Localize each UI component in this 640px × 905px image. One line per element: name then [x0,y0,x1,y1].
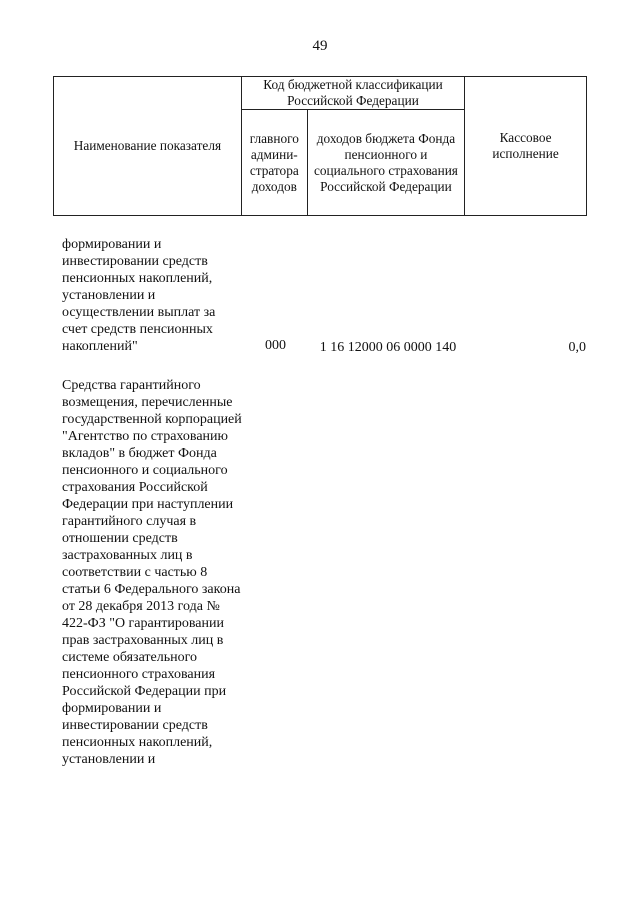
page-number: 49 [312,38,328,54]
row-1-name: формировании и инвестировании средств пенсионных накоплений, установлении и осуществлении выплат за счет средств пенсионных накоплений" [62,237,216,354]
header-admin-column: главного админи-стратора доходов [241,110,307,216]
header-cash-column: Кассовое исполнение [465,77,587,216]
header-code-group: Код бюджетной классификации Российской Федерации [241,77,464,110]
row-1-amount: 0,0 [568,340,586,355]
header-name-column: Наименование показателя [54,77,242,216]
header-income-column: доходов бюджета Фонда пенсионного и социального страхования Российской Федерации [307,110,464,216]
row-1-budget-code: 1 16 12000 06 0000 140 [319,340,457,355]
row-2-name: Средства гарантийного возмещения, перечисленные государственной корпорацией "Агентство по страхованию вкладов" в бюджет Фонда пенсионного и социального страхования Российской Федерации при наступлении гарантийного случая в отношении средств застрахованных лиц в соответствии с частью 8 статьи 6 Федерального закона от 28 декабря 2013 года № 422-ФЗ "О гарантировании прав застрахованных лиц в системе обязательного пенсионного страхования Российской Федерации при формировании и инвестировании средств пенсионных накоплений, установлении и [62,378,242,767]
row-1-admin-code: 000 [265,338,286,353]
